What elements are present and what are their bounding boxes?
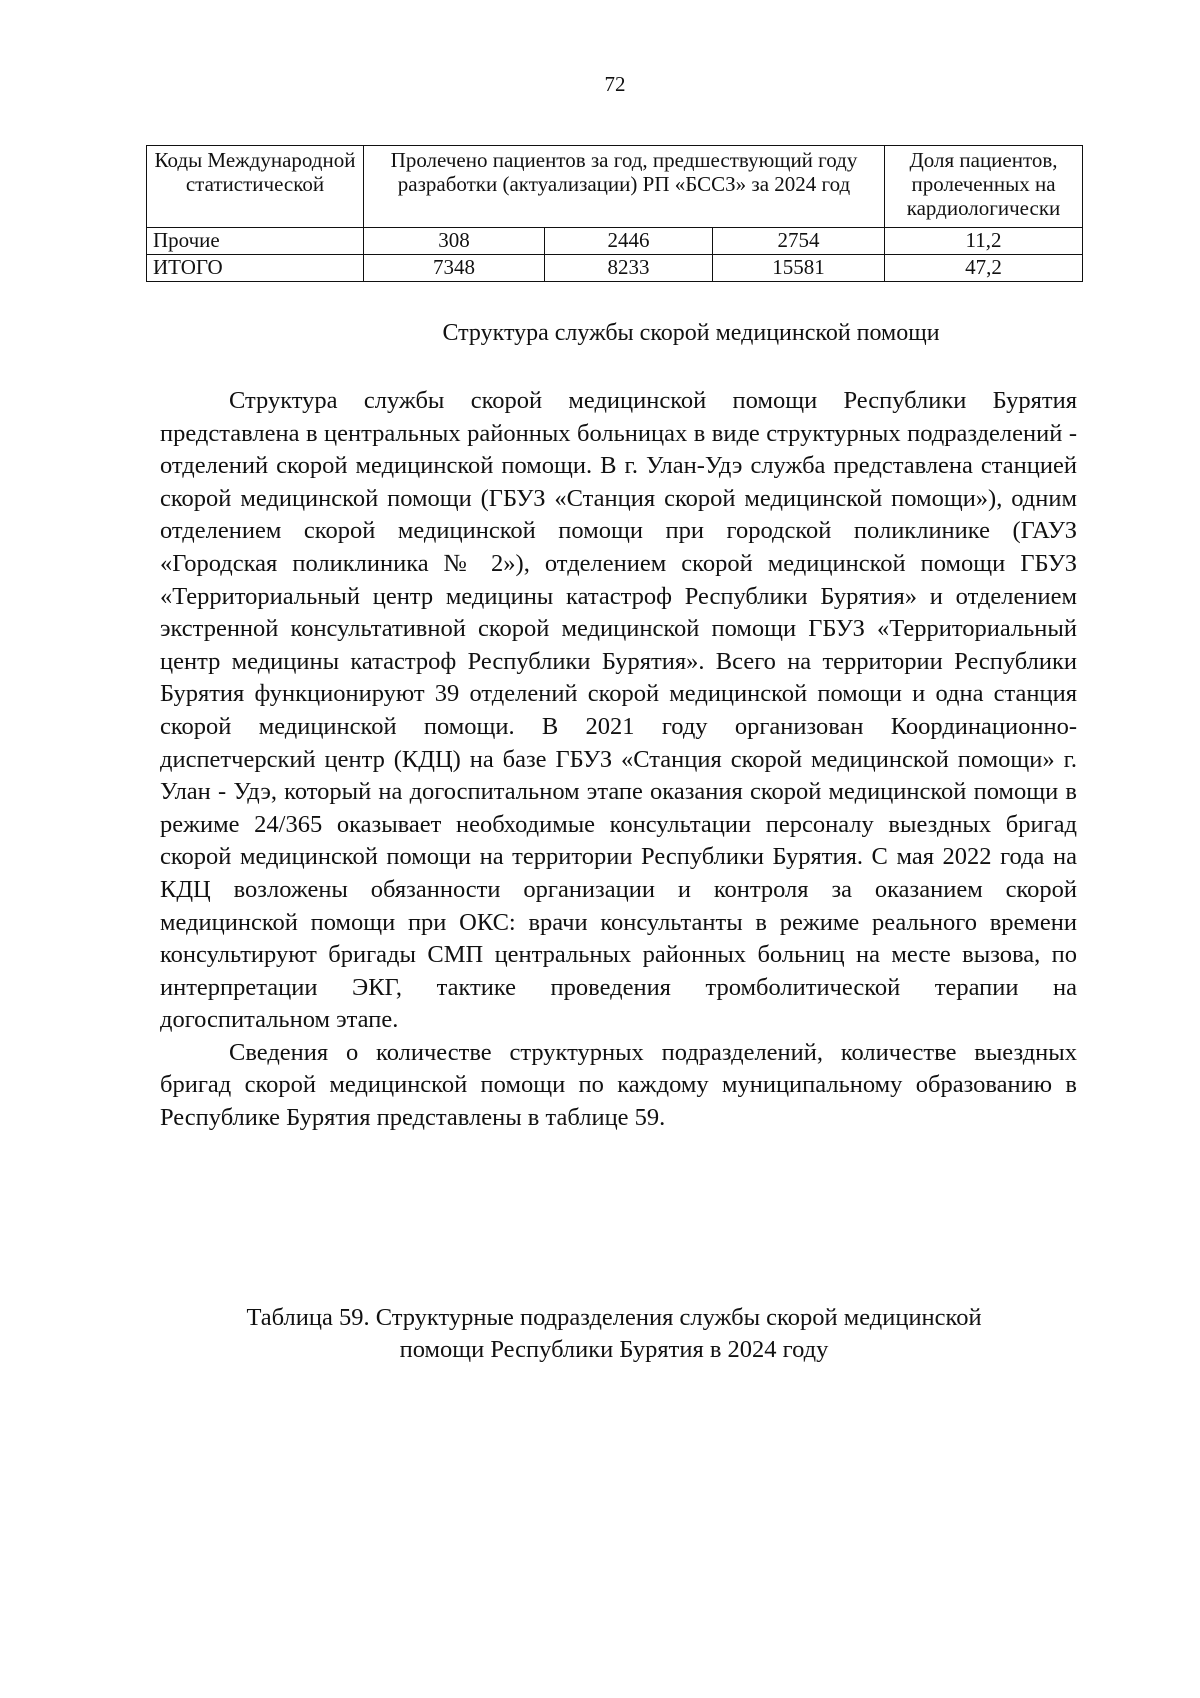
header-treated: Пролечено пациентов за год, предшествующий году разработки (актуализации) РП «БССЗ» за 2024 год: [364, 146, 885, 228]
header-share: Доля пациентов, пролеченных на кардиологически: [885, 146, 1083, 228]
table-cell: 2446: [545, 228, 713, 255]
table-cell: ИТОГО: [147, 255, 364, 282]
table-row: [147, 255, 1083, 282]
table-cell: 47,2: [885, 255, 1083, 282]
table-cell: Прочие: [147, 228, 364, 255]
table-cell: 8233: [545, 255, 713, 282]
table-cell: 15581: [713, 255, 885, 282]
table-cell: 7348: [364, 255, 545, 282]
table-cell: 2754: [713, 228, 885, 255]
patients-table: [146, 145, 1083, 282]
caption-line: Таблица 59. Структурные подразделения службы скорой медицинской: [246, 1304, 982, 1331]
page-number: 72: [604, 72, 626, 96]
header-codes: Коды Международной статистической: [147, 146, 364, 228]
section-heading: Структура службы скорой медицинской помощи: [442, 320, 940, 346]
paragraph: Структура службы скорой медицинской помощи Республики Бурятия представлена в центральных районных больницах в виде структурных подразделений - отделений скорой медицинской помощи. В г. Улан-Удэ служба представлена станцией скорой медицинской помощи (ГБУЗ «Станция скорой медицинской помощи»), одним отделением скорой медицинской помощи при городской поликлинике (ГАУЗ «Городская поликлиника № 2»), отделением скорой медицинской помощи ГБУЗ «Территориальный центр медицины катастроф Республики Бурятия» и отделением экстренной консультативной скорой медицинской помощи ГБУЗ «Территориальный центр медицины катастроф Республики Бурятия». Всего на территории Республики Бурятия функционируют 39 отделений скорой медицинской помощи и одна станция скорой медицинской помощи. В 2021 году организован Координационно-диспетчерский центр (КДЦ) на базе ГБУЗ «Станция скорой медицинской помощи» г. Улан - Удэ, который на догоспитальном этапе оказания скорой медицинской помощи в режиме 24/365 оказывает необходимые консультации персоналу выездных бригад скорой медицинской помощи на территории Республики Бурятия. С мая 2022 года на КДЦ возложены обязанности организации и контроля за оказанием скорой медицинской помощи при ОКС: врачи консультанты в режиме реального времени консультируют бригады СМП центральных районных больниц на месте вызова, по интерпретации ЭКГ, тактике проведения тромболитической терапии на догоспитальном этапе.: [160, 387, 1077, 1034]
table-caption: [146, 1302, 1082, 1366]
table-cell: 11,2: [885, 228, 1083, 255]
caption-line: помощи Республики Бурятия в 2024 году: [399, 1336, 829, 1363]
paragraph: Сведения о количестве структурных подразделений, количестве выездных бригад скорой медицинской помощи по каждому муниципальному образованию в Республике Бурятия представлены в таблице 59.: [160, 1038, 1077, 1132]
table-cell: 308: [364, 228, 545, 255]
table-header-row: [147, 146, 1083, 228]
table-row: [147, 228, 1083, 255]
body-text: [160, 385, 1077, 1135]
